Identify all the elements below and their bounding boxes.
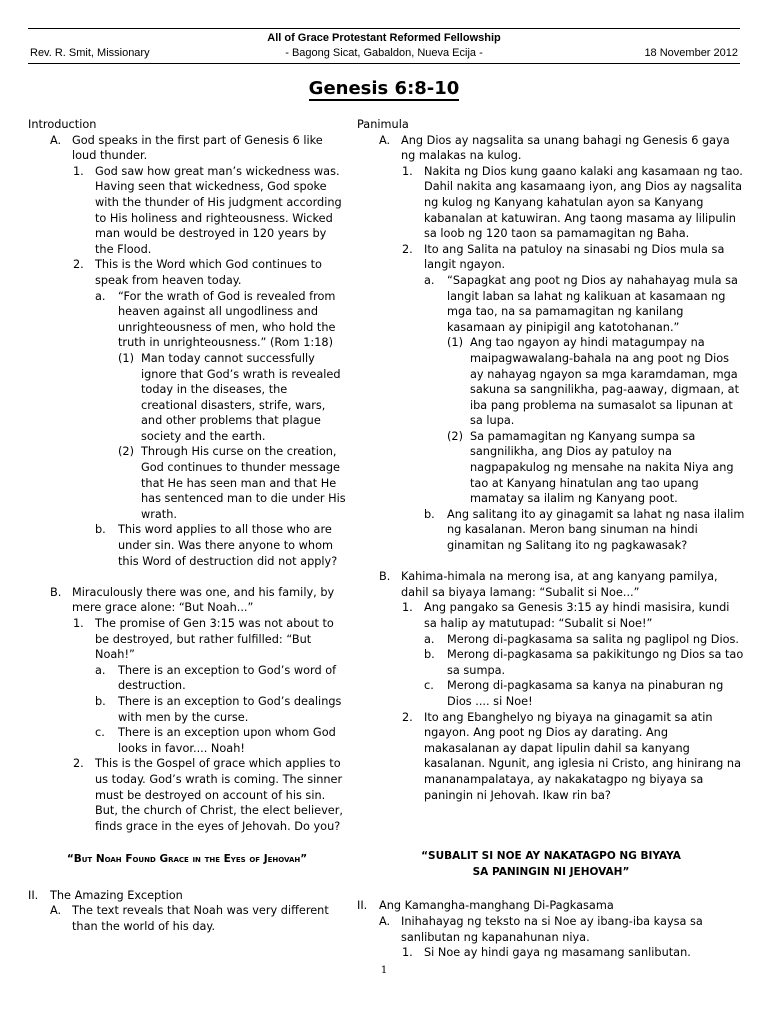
outline-item: 2. This is the Gospel of grace which applies to us today. God’s wrath is coming. The sinner must be destroyed on account of his sin. But, the church of Christ, the elect believer, finds grace in the eyes of Jehovah. Do you? bbox=[73, 757, 343, 833]
page-title: Genesis 6:8-10 bbox=[308, 78, 460, 99]
section-quote-heading: “But Noah Found Grace in the Eyes of Jehovah” bbox=[66, 852, 308, 865]
missionary-name: Rev. R. Smit, Missionary bbox=[30, 47, 150, 59]
outline-item: 2. Ito ang Salita na patuloy na sinasabi ng Dios mula sa langit ngayon. bbox=[402, 242, 725, 272]
outline-item: 1. Si Noe ay hindi gaya ng masamang sanlibutan. bbox=[402, 946, 691, 960]
outline-item: 2. This is the Word which God continues to speak from heaven today. bbox=[73, 258, 322, 287]
intro-heading: Introduction bbox=[28, 118, 97, 131]
outline-item: A. The text reveals that Noah was very different than the world of his day. bbox=[50, 904, 329, 933]
outline-item: II. Ang Kamangha-manghang Di-Pagkasama bbox=[357, 899, 614, 913]
intro-heading: Panimula bbox=[357, 118, 409, 131]
outline-item: 1. Nakita ng Dios kung gaano kalaki ang kasamaan ng tao. Dahil nakita ang kasamaang iyon, ang Dios ay nagsalita ng kulog ng Kanyang kahatulan ayon sa Kanyang kabanalan at katuwiran. Ang taong masama ay lilipulin sa loob ng 120 taon sa pamamagitan ng Baha. bbox=[402, 164, 743, 241]
outline-item: b. This word applies to all those who are under sin. Was there anyone to whom this Word of destruction did not apply? bbox=[95, 523, 338, 568]
outline-item: A. God speaks in the first part of Genesis 6 like loud thunder. bbox=[50, 133, 323, 163]
organization-name: All of Grace Protestant Reformed Fellowship bbox=[267, 32, 501, 44]
outline-item: b. There is an exception to God’s dealings with men by the curse. bbox=[95, 694, 342, 724]
outline-item: a. Merong di-pagkasama sa salita ng paglipol ng Dios. bbox=[424, 632, 740, 646]
outline-item: (2) Sa pamamagitan ng Kanyang sumpa sa sangnilikha, ang Dios ay patuloy na nagpapakulog ng mensahe na nakita Niya ang tao at Kanyang hinatulan ang tao upang mamatay sa ilalim ng Kanyang poot. bbox=[447, 429, 734, 506]
outline-item: A. Ang Dios ay nagsalita sa unang bahagi ng Genesis 6 gaya ng malakas na kulog. bbox=[379, 133, 730, 163]
outline-item: A. Inihahayag ng teksto na si Noe ay ibang-iba kaysa sa sanlibutan ng kapanahunan niya. bbox=[379, 914, 703, 944]
english-column bbox=[28, 117, 346, 934]
outline-item: 2. Ito ang Ebanghelyo ng biyaya na ginagamit sa atin ngayon. Ang poot ng Dios ay darating. Ang makasalanan ay dapat lipulin dahil sa kanyang kasalanan. Ngunit, ang iglesia ni Cristo, ang hinirang na mananampalataya, ay nakakatagpo ng biyaya sa paningin ni Jehovah. Ikaw rin ba? bbox=[402, 710, 742, 802]
outline-item: B. Miraculously there was one, and his family, by mere grace alone: “But Noah...” bbox=[50, 585, 335, 615]
outline-item: (1) Man today cannot successfully ignore that God’s wrath is revealed today in the diseases, the creational disasters, strife, wars, and other problems that plague society and the earth. bbox=[118, 351, 341, 443]
outline-item: B. Kahima-himala na merong isa, at ang kanyang pamilya, dahil sa biyaya lamang: “Subalit si Noe...” bbox=[379, 570, 718, 599]
page-number: 1 bbox=[380, 965, 388, 976]
document-header bbox=[28, 28, 740, 64]
outline-item: a. “Sapagkat ang poot ng Dios ay nahahayag mula sa langit laban sa lahat ng kalikuan at kasamaan ng mga tao, na sa pamamagitan ng kanilang kasamaan ay pinipigil ang katotohanan.” bbox=[424, 273, 738, 334]
outline-item: 1. The promise of Gen 3:15 was not about to be destroyed, but rather fulfilled: “But Noah!” bbox=[73, 617, 334, 662]
outline-item: b. Ang salitang ito ay ginagamit sa lahat ng nasa ilalim ng kasalanan. Meron bang sinuman na hindi ginamitan ng Salitang ito ng pagkawasak? bbox=[424, 507, 745, 553]
date: 18 November 2012 bbox=[644, 47, 738, 59]
outline-item: a. There is an exception to God’s word of destruction. bbox=[95, 663, 337, 693]
outline-item: b. Merong di-pagkasama sa pakikitungo ng Dios sa tao sa sumpa. bbox=[424, 648, 744, 677]
outline-item: 1. God saw how great man’s wickedness was. Having seen that wickedness, God spoke with the thunder of His judgment according to His holiness and righteousness. Wicked man would be destroyed in 120 years by the Flood. bbox=[73, 164, 342, 256]
outline-item: (1) Ang tao ngayon ay hindi matagumpay na maipagwawalang-bahala na ang poot ng Dios ay nahayag ngayon sa mga karamdaman, mga sakuna sa sangnilikha, pag-aaway, digmaan, at iba pang problema na sumasalot sa lipunan at sa lupa. bbox=[447, 336, 739, 428]
section-quote-heading: “SUBALIT SI NOE AY NAKATAGPO NG BIYAYA SA PANINGIN NI JEHOVAH” bbox=[421, 850, 681, 878]
outline-item: II. The Amazing Exception bbox=[28, 888, 183, 902]
outline-item: 1. Ang pangako sa Genesis 3:15 ay hindi masisira, kundi sa halip ay matutupad: “Subalit si Noe!” bbox=[402, 601, 730, 630]
location: - Bagong Sicat, Gabaldon, Nueva Ecija - bbox=[285, 47, 483, 59]
outline-item: c. Merong di-pagkasama sa kanya na pinaburan ng Dios .... si Noe! bbox=[424, 679, 724, 708]
outline-item: (2) Through His curse on the creation, God continues to thunder message that He has seen man and that He has sentenced man to die under His wrath. bbox=[118, 445, 346, 521]
outline-item: a. “For the wrath of God is revealed from heaven against all ungodliness and unrighteousness of men, who hold the truth in unrighteousness.” (Rom 1:18) bbox=[95, 289, 336, 350]
outline-item: c. There is an exception upon whom God looks in favor.... Noah! bbox=[95, 726, 336, 755]
tagalog-column bbox=[357, 117, 745, 961]
